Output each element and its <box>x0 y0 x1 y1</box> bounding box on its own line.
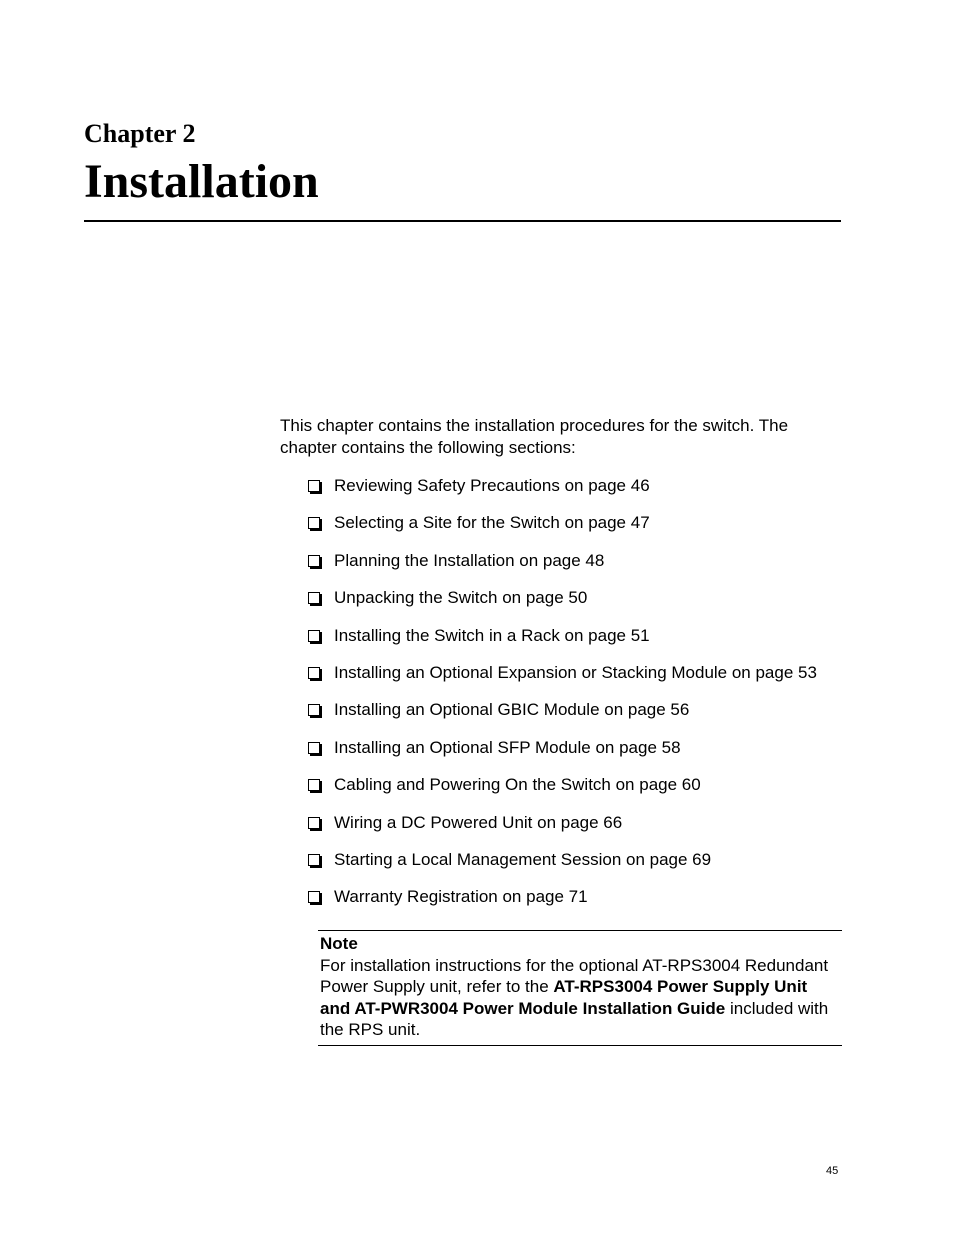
checkbox-icon <box>308 779 320 791</box>
list-item <box>308 549 817 586</box>
checkbox-icon <box>308 555 320 567</box>
checkbox-icon <box>308 817 320 829</box>
list-item <box>308 773 817 810</box>
intro-paragraph: This chapter contains the installation procedures for the switch. The chapter contains the following sections: <box>280 416 789 457</box>
list-item <box>308 661 817 698</box>
note-text-after: included with the RPS unit. <box>320 998 829 1040</box>
section-link[interactable]: Selecting a Site for the Switch on page 47 <box>334 513 650 533</box>
section-link[interactable]: Reviewing Safety Precautions on page 46 <box>334 476 650 495</box>
checkbox-icon <box>308 742 320 754</box>
section-link[interactable]: Unpacking the Switch on page 50 <box>334 588 588 608</box>
checkbox-icon <box>308 630 320 642</box>
checkbox-icon <box>308 891 320 903</box>
checkbox-icon <box>308 854 320 866</box>
list-item <box>308 848 817 885</box>
list-item <box>308 474 817 511</box>
section-link[interactable]: Installing an Optional SFP Module on page 58 <box>334 737 681 757</box>
list-item <box>308 811 817 848</box>
section-list <box>308 474 817 923</box>
checkbox-icon <box>308 480 320 492</box>
section-link[interactable]: Warranty Registration on page 71 <box>334 887 588 907</box>
list-item <box>308 586 817 623</box>
section-link[interactable]: Cabling and Powering On the Switch on page 60 <box>334 775 701 795</box>
section-link[interactable]: Installing an Optional Expansion or Stacking Module on page 53 <box>334 662 817 682</box>
checkbox-icon <box>308 667 320 679</box>
list-item <box>308 698 817 735</box>
list-item <box>308 511 817 548</box>
section-link[interactable]: Wiring a DC Powered Unit on page 66 <box>334 812 623 832</box>
page-number: 45 <box>826 1165 839 1177</box>
list-item <box>308 624 817 661</box>
title-divider <box>84 220 841 222</box>
note-body <box>320 955 842 1041</box>
section-link[interactable]: Starting a Local Management Session on page 69 <box>334 849 712 869</box>
note-heading: Note <box>320 934 358 953</box>
section-link[interactable]: Installing the Switch in a Rack on page 51 <box>334 625 650 645</box>
chapter-title: Installation <box>84 155 319 208</box>
list-item <box>308 736 817 773</box>
section-link[interactable]: Installing an Optional GBIC Module on page 56 <box>334 700 690 720</box>
guide-title: AT-RPS3004 Power Supply Unit and AT-PWR3004 Power Module Installation Guide <box>320 977 808 1018</box>
list-item <box>308 885 817 922</box>
checkbox-icon <box>308 704 320 716</box>
note-box <box>318 930 842 1046</box>
checkbox-icon <box>308 517 320 529</box>
section-link[interactable]: Planning the Installation on page 48 <box>334 550 605 570</box>
checkbox-icon <box>308 592 320 604</box>
note-text-before: For installation instructions for the optional AT-RPS3004 Redundant Power Supply unit, refer to the <box>320 955 829 997</box>
chapter-label: Chapter 2 <box>84 119 196 148</box>
